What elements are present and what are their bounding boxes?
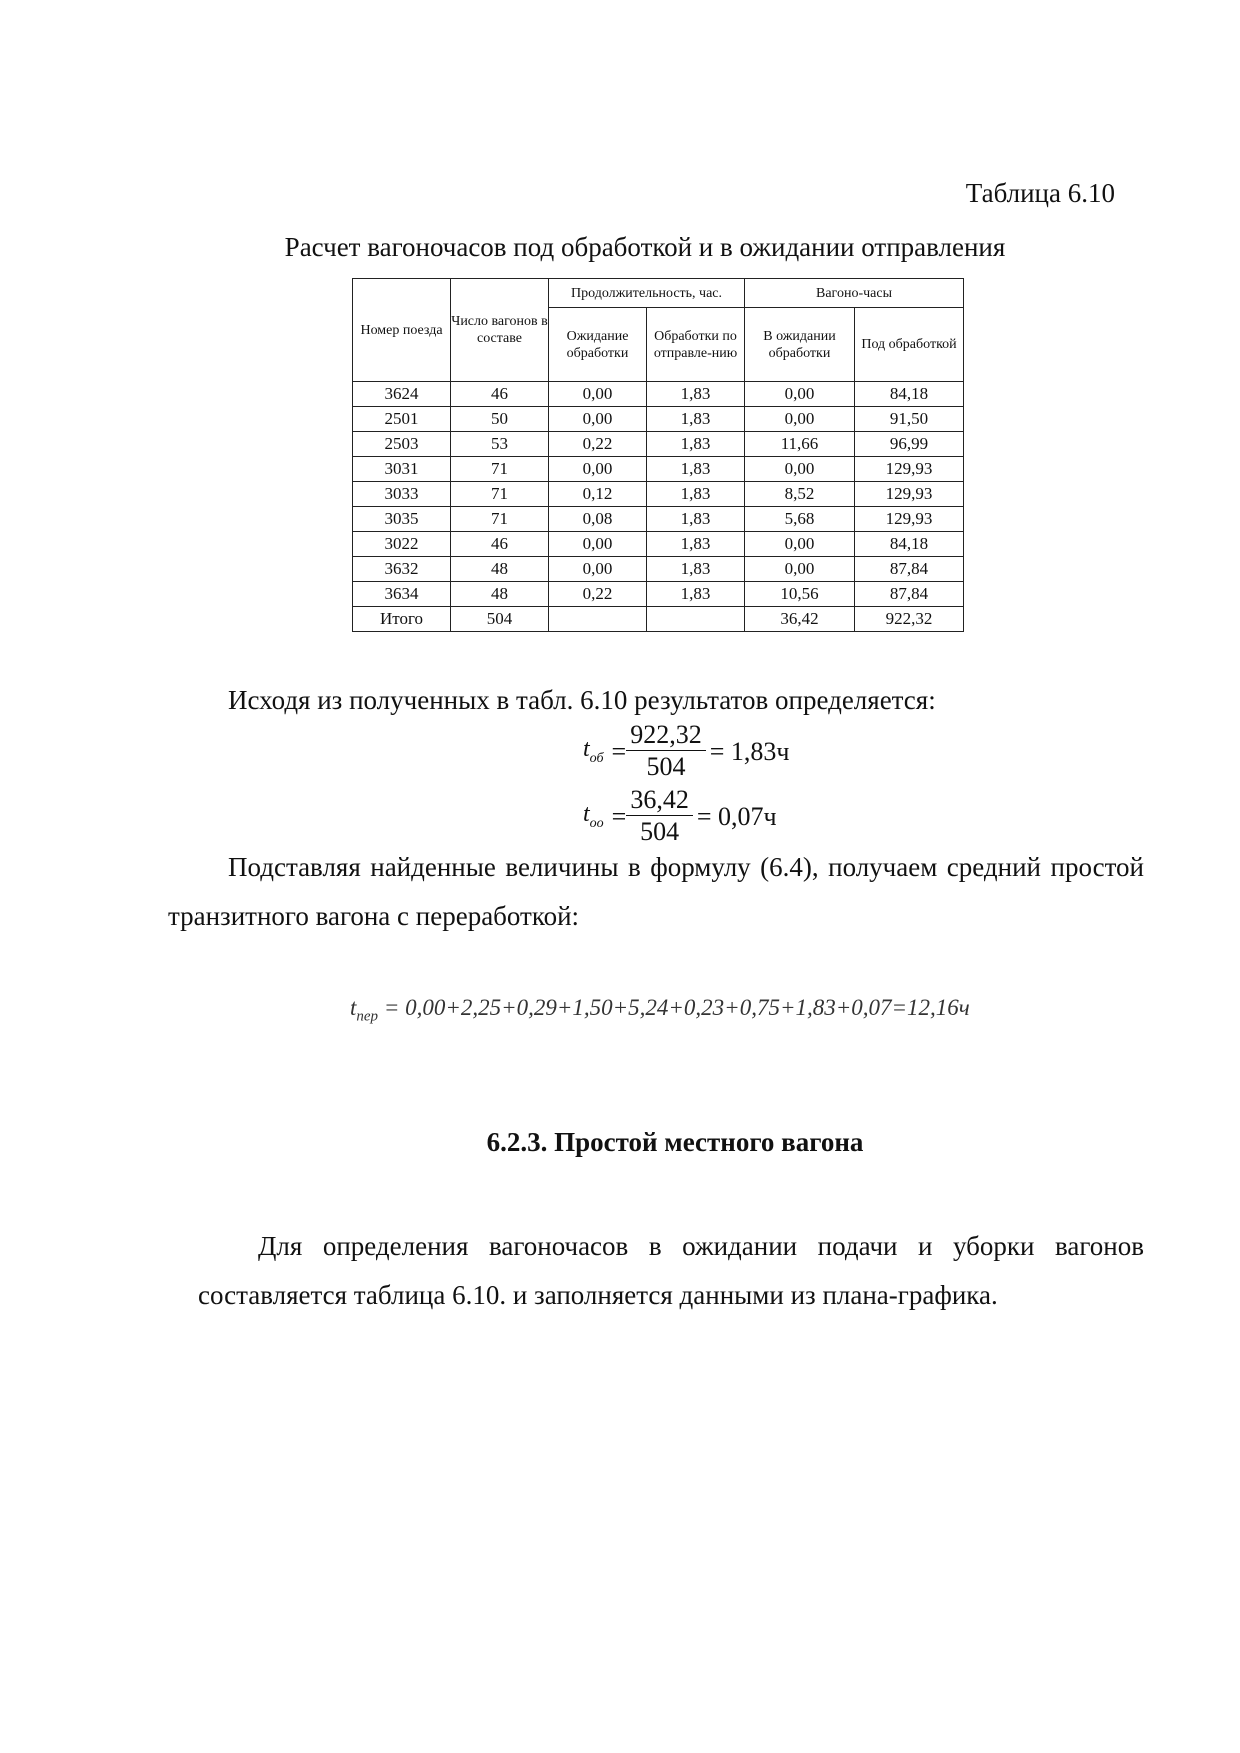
formula-t-per: $t_{пер} = 0,00+2,25+0,29+1,50+5,24+0,23+0,75+1,83+0,07=12,16ч$: [350, 995, 970, 1025]
table-cell: 0,00: [745, 382, 855, 407]
table-cell: Итого: [353, 607, 451, 632]
eq2-variable: $t_{оо}$: [583, 801, 604, 831]
table-cell: 504: [451, 607, 549, 632]
col-header-wait: Ожидание обработки: [549, 308, 647, 382]
equation-t-ob: $t_{об}$ = $\frac{922,32}{504}$ = 1,83ч: [583, 720, 790, 781]
intro-text: Исходя из полученных в табл. 6.10 результатов определяется:: [228, 685, 936, 715]
table-row: [353, 382, 964, 407]
table-cell: 87,84: [855, 582, 964, 607]
table-cell: 53: [451, 432, 549, 457]
table-cell: 48: [451, 557, 549, 582]
table-cell: [647, 607, 745, 632]
table-cell: 5,68: [745, 507, 855, 532]
equation-t-oo: $t_{оо}$ = $\frac{36,42}{504}$ = 0,07ч: [583, 785, 777, 846]
table-cell: 1,83: [647, 582, 745, 607]
eq1-numerator: 922,32: [626, 720, 706, 751]
table-cell: 0,00: [745, 457, 855, 482]
table-cell: 1,83: [647, 482, 745, 507]
table-cell: 1,83: [647, 507, 745, 532]
table-row: [353, 507, 964, 532]
table-cell: 2503: [353, 432, 451, 457]
table-total-row: [353, 607, 964, 632]
table-cell: 0,00: [745, 407, 855, 432]
table-cell: 46: [451, 382, 549, 407]
table-cell: 1,83: [647, 432, 745, 457]
table-cell: 3035: [353, 507, 451, 532]
table-cell: 71: [451, 457, 549, 482]
table-cell: 0,00: [549, 457, 647, 482]
table-cell: 1,83: [647, 532, 745, 557]
table-cell: 1,83: [647, 407, 745, 432]
eq1-variable: $t_{об}$: [583, 736, 604, 766]
table-cell: 129,93: [855, 457, 964, 482]
table-row: [353, 482, 964, 507]
paragraph-substitution: Подставляя найденные величины в формулу (6.4), получаем средний простой транзитного вагона с переработкой:: [168, 852, 1144, 931]
table-row: [353, 407, 964, 432]
eq2-result: = 0,07ч: [696, 801, 777, 831]
table-cell: 3033: [353, 482, 451, 507]
eq2-fraction: [626, 785, 693, 848]
table-cell: 1,83: [647, 557, 745, 582]
table-cell: 2501: [353, 407, 451, 432]
table-cell: 10,56: [745, 582, 855, 607]
table-row: [353, 557, 964, 582]
table-cell: 8,52: [745, 482, 855, 507]
table-cell: 3022: [353, 532, 451, 557]
table-cell: 0,12: [549, 482, 647, 507]
table-cell: 129,93: [855, 482, 964, 507]
table-body: [353, 382, 964, 632]
table-cell: 0,00: [549, 532, 647, 557]
table-number-label: Таблица 6.10: [965, 178, 1115, 208]
col-header-duration: Продолжительность, час.: [549, 279, 745, 308]
wagon-hours-table: [352, 278, 964, 632]
table-row: [353, 582, 964, 607]
table-row: [353, 432, 964, 457]
table-cell: 0,22: [549, 432, 647, 457]
eq1-denominator: 504: [646, 752, 686, 781]
table-cell: 71: [451, 482, 549, 507]
table-cell: 1,83: [647, 457, 745, 482]
col-header-in-wait: В ожидании обработки: [745, 308, 855, 382]
table-row: [353, 532, 964, 557]
table-cell: 3632: [353, 557, 451, 582]
col-header-cars: Число вагонов в составе: [451, 279, 549, 382]
table-caption: Расчет вагоночасов под обработкой и в ожидании отправления: [284, 232, 1006, 262]
table-cell: 1,83: [647, 382, 745, 407]
eq1-fraction: [626, 720, 706, 783]
eq2-numerator: 36,42: [626, 785, 693, 816]
eq2-denominator: 504: [640, 817, 680, 846]
paragraph-local-wagon: Для определения вагоночасов в ожидании подачи и уборки вагонов составляется таблица 6.10. и заполняется данными из плана-графика.: [198, 1231, 1144, 1310]
col-header-under-processing: Под обработкой: [855, 308, 964, 382]
col-header-wagon-hours: Вагоно-часы: [745, 279, 964, 308]
eq1-result: = 1,83ч: [709, 736, 790, 766]
table-cell: 91,50: [855, 407, 964, 432]
table-cell: 0,08: [549, 507, 647, 532]
table-cell: 0,00: [549, 382, 647, 407]
section-heading: 6.2.3. Простой местного вагона: [486, 1127, 864, 1157]
table-cell: 96,99: [855, 432, 964, 457]
col-header-train: Номер поезда: [353, 279, 451, 382]
table-cell: 0,22: [549, 582, 647, 607]
table-cell: 922,32: [855, 607, 964, 632]
table-cell: 50: [451, 407, 549, 432]
table-cell: 36,42: [745, 607, 855, 632]
table-cell: 84,18: [855, 382, 964, 407]
table-cell: 71: [451, 507, 549, 532]
table-cell: 0,00: [745, 532, 855, 557]
col-header-processing: Обработки по отправле-нию: [647, 308, 745, 382]
table-cell: 48: [451, 582, 549, 607]
table-cell: 3031: [353, 457, 451, 482]
table-cell: 0,00: [549, 407, 647, 432]
table-cell: 84,18: [855, 532, 964, 557]
table-cell: 0,00: [745, 557, 855, 582]
table-cell: 129,93: [855, 507, 964, 532]
table-cell: 0,00: [549, 557, 647, 582]
table-cell: [549, 607, 647, 632]
table-cell: 46: [451, 532, 549, 557]
table-cell: 3624: [353, 382, 451, 407]
table-row: [353, 457, 964, 482]
table-cell: 3634: [353, 582, 451, 607]
table-cell: 87,84: [855, 557, 964, 582]
table-cell: 11,66: [745, 432, 855, 457]
